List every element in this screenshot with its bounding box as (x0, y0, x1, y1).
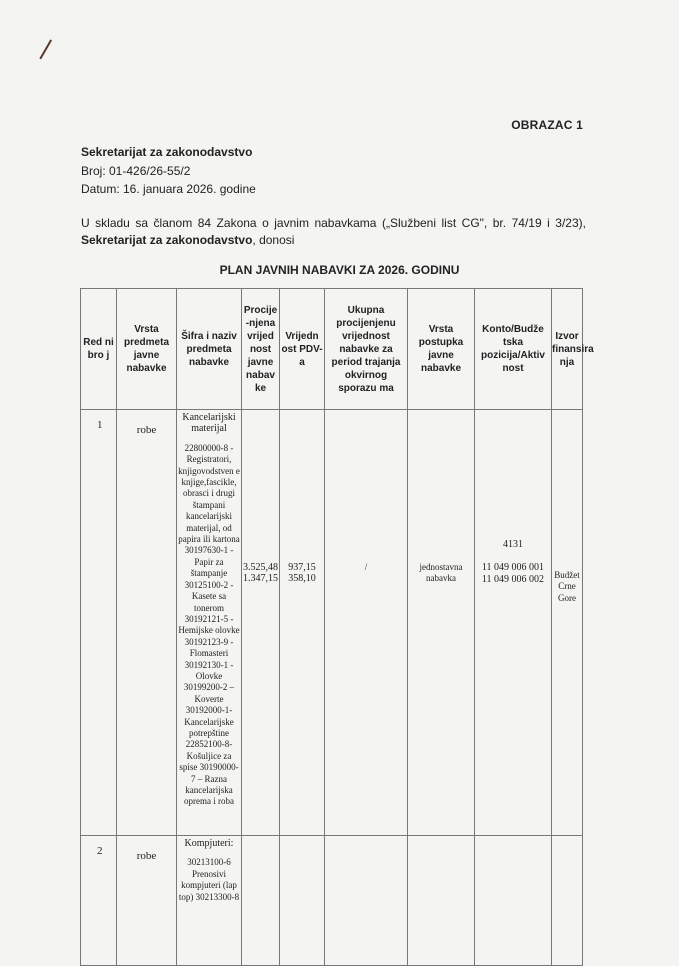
row-postupak-empty (408, 836, 475, 966)
table-row (81, 410, 583, 836)
intro-org: Sekretarijat za zakonodavstvo (81, 233, 253, 247)
col-header-konto: Konto/Budže tska pozicija/Aktiv nost (475, 289, 552, 410)
row-postupak: jednostavna nabavka (408, 410, 475, 836)
col-header-procijenjena: Procije -njena vrijed nost javne nabav ke (242, 289, 280, 410)
organization-name: Sekretarijat za zakonodavstvo (81, 145, 253, 159)
col-header-izvor: Izvor finansira nja (552, 289, 583, 410)
procijenjena-value-1: 3.525,48 (243, 562, 278, 573)
intro-text-1: U skladu sa članom 84 Zakona o javnim nabavkama („Službeni list CG", br. 74/19 i 3/23), (81, 216, 586, 230)
row-vrsta: robe (117, 410, 177, 836)
handwritten-slash-mark (39, 39, 51, 59)
row-konto (475, 410, 552, 836)
table-header-row (81, 289, 583, 410)
pdv-value-1: 937,15 (288, 562, 316, 573)
row-sifra (177, 410, 242, 836)
intro-text-2: , donosi (252, 233, 295, 247)
col-header-sifra-naziv: Šifra i naziv predmeta nabavke (177, 289, 242, 410)
row-ukupna-empty (325, 836, 408, 966)
row-ukupna: / (325, 410, 408, 836)
intro-paragraph (81, 215, 586, 249)
row-konto-empty (475, 836, 552, 966)
table-row (81, 836, 583, 966)
row-izvor-empty (552, 836, 583, 966)
row-izvor: Budžet Crne Gore (552, 410, 583, 836)
sifra-body: 22800000-8 - Registratori, knjigovodstven e knjige,fascikle, obrasci i drugi štampani kancelarijski materijal, od papira ili kartona 30197630-1 - Papir za štampanje 30125100-2 - Kasete sa tonerom 30192121-5 - Hemijske olovke 30192123-9 - Flomasteri 30192130-1 - Olovke 30199200-2 – Koverte 30192000-1- Kancelarijske potrepštine 22852100-8- Košuljice za spise 30190000-7 – Razna kancelarijska oprema i roba (178, 442, 240, 807)
row-procijenjena-empty (242, 836, 280, 966)
row-vrsta: robe (117, 836, 177, 966)
col-header-vrsta-predmeta: Vrsta predmeta javne nabavke (117, 289, 177, 410)
konto-value-1: 4131 (503, 539, 523, 550)
document-header (81, 143, 256, 199)
col-header-pdv: Vrijedn ost PDV- a (280, 289, 325, 410)
konto-value-2: 11 049 006 001 (481, 562, 545, 574)
sifra-title: Kompjuteri: (184, 838, 234, 849)
procijenjena-value-2: 1.347,15 (243, 573, 278, 585)
col-header-ukupna: Ukupna procijenjenu vrijednost nabavke za period trajanja okvirnog sporazu ma (325, 289, 408, 410)
sifra-body: 30213100-6 Prenosivi kompjuteri (lap top) 30213300-8 (178, 857, 240, 902)
document-number: Broj: 01-426/26-55/2 (81, 163, 191, 178)
sifra-title: Kancelarijski materijal (182, 412, 236, 435)
form-label: OBRAZAC 1 (511, 118, 583, 132)
col-header-postupak: Vrsta postupka javne nabavke (408, 289, 475, 410)
row-number: 1 (81, 410, 117, 836)
pdv-value-2: 358,10 (288, 573, 316, 585)
row-procijenjena (242, 410, 280, 836)
row-number: 2 (81, 836, 117, 966)
row-sifra (177, 836, 242, 966)
plan-title: PLAN JAVNIH NABAVKI ZA 2026. GODINU (219, 263, 460, 277)
document-date: Datum: 16. januara 2026. godine (81, 182, 256, 196)
row-pdv-empty (280, 836, 325, 966)
konto-value-3: 11 049 006 002 (481, 573, 545, 585)
procurement-plan-table (80, 288, 594, 966)
col-header-redni-broj: Red ni bro j (81, 289, 117, 410)
row-pdv (280, 410, 325, 836)
